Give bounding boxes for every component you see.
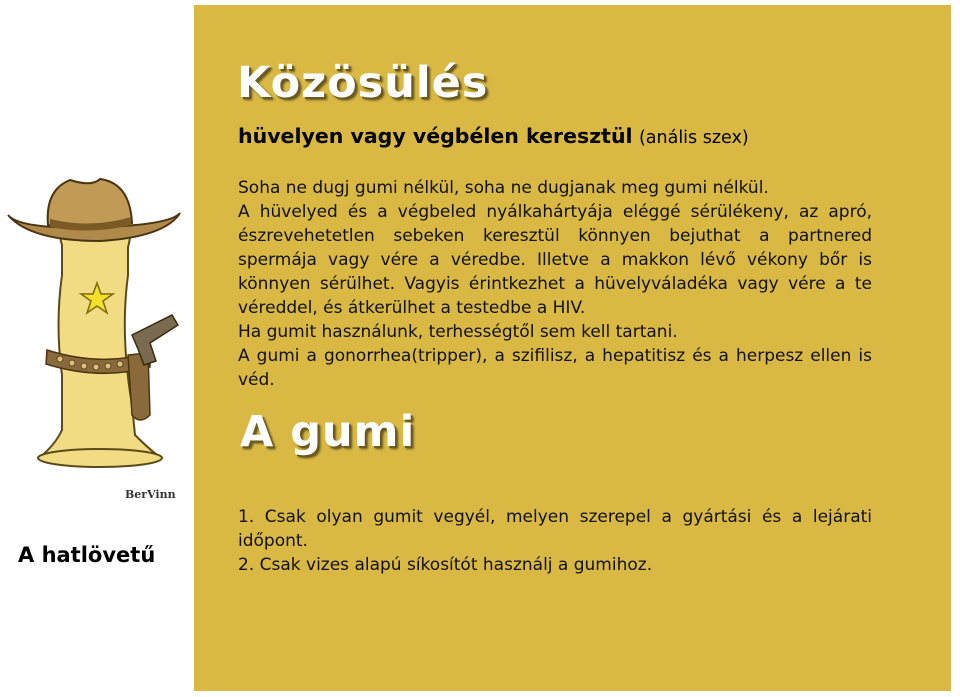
list-item: 1. Csak olyan gumit vegyél, melyen szerepel a gyártási és a lejárati időpont. bbox=[238, 507, 872, 551]
intercourse-text bbox=[238, 176, 872, 392]
cowboy-condom-illustration bbox=[0, 175, 195, 505]
section-subtitle bbox=[238, 124, 749, 148]
list-item: 2. Csak vizes alapú síkosítót használj a gumihoz. bbox=[238, 555, 653, 575]
artist-signature: BerVinn bbox=[125, 488, 176, 501]
condom-tips-list bbox=[238, 505, 872, 577]
paragraph: Ha gumit használunk, terhességtől sem kell tartani. bbox=[238, 322, 678, 342]
section-title-condom: A gumi bbox=[240, 407, 416, 457]
subtitle-note: (anális szex) bbox=[638, 128, 749, 148]
subtitle-main: hüvelyen vagy végbélen keresztül bbox=[238, 124, 633, 148]
paragraph: A gumi a gonorrhea(tripper), a szifilisz, a hepatitisz és a herpesz ellen is véd. bbox=[238, 346, 872, 390]
section-title-intercourse: Közösülés bbox=[237, 58, 489, 108]
paragraph: Soha ne dugj gumi nélkül, soha ne dugjanak meg gumi nélkül. bbox=[238, 178, 769, 198]
image-caption: A hatlövetű bbox=[18, 543, 156, 567]
paragraph: A hüvelyed és a végbeled nyálkahártyája eléggé sérülékeny, az apró, észrevehetetlen sebeken keresztül könnyen bejuthat a partnered spermája vagy vére a véredbe. Illetve a makkon lévő vékony bőr is könnyen sérülhet. Vagyis érintkezhet a hüvelyváladéka vagy vére a te véreddel, és átkerülhet a testedbe a HIV. bbox=[238, 202, 872, 318]
